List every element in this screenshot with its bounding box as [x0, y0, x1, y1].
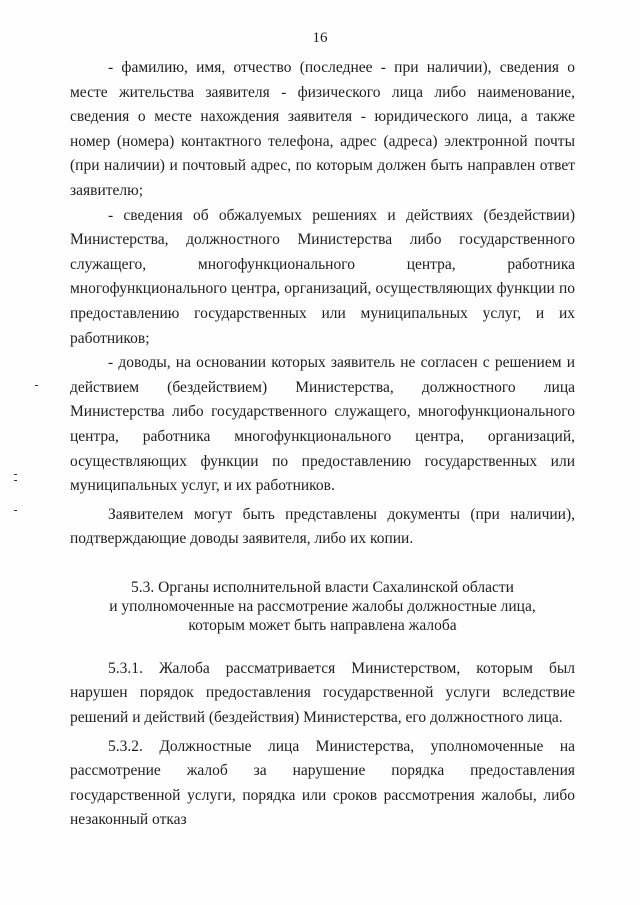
scan-speck: [14, 480, 17, 481]
section-heading-line: которым может быть направлена жалоба: [188, 616, 457, 634]
section-heading-line: и уполномоченные на рассмотрение жалобы должностные лица,: [109, 597, 536, 615]
paragraph-5-3-1: 5.3.1. Жалоба рассматривается Министерством, которым был нарушен порядок предоставления государственной услуги вследствие решений и действий (бездействия) Министерства, его должностного лица.: [70, 659, 575, 727]
page-number: 16: [312, 30, 328, 46]
paragraph-applicant-details: - фамилию, имя, отчество (последнее - при наличии), сведения о месте жительства заявителя - физического лица либо наименование, сведения о месте нахождения заявителя - юридического лица, а также номер (номера) контактного телефона, адрес (адреса) электронной почты (при наличии) и почтовый адрес, по которым должен быть направлен ответ заявителю;: [70, 59, 575, 199]
paragraph-appealed-decisions: - сведения об обжалуемых решениях и действиях (бездействии) Министерства, должностного Министерства либо государственного служащего, многофункционального центра, работника многофункционального центра, организаций, осуществляющих функции по предоставлению государственных или муниципальных услуг, и их работников;: [70, 206, 575, 347]
scan-speck: [35, 385, 38, 386]
paragraph-documents: Заявителем могут быть представлены документы (при наличии), подтверждающие доводы заявителя, либо их копии.: [70, 505, 575, 548]
paragraph-arguments: - доводы, на основании которых заявитель не согласен с решением и действием (бездействием) Министерства, должностного лица Министерства либо государственного служащего, многофункционального центра, работника многофункционального центра, организаций, осуществляющих функции по предоставлению государственных или муниципальных услуг, и их работников.: [70, 354, 575, 495]
paragraph-5-3-2: 5.3.2. Должностные лица Министерства, уполномоченные на рассмотрение жалоб за нарушение порядка предоставления государственной услуги, порядка или сроков рассмотрения жалобы, либо незаконный отказ: [70, 737, 575, 829]
scan-speck: [14, 510, 17, 511]
scan-speck: [14, 474, 17, 475]
document-body: [70, 56, 575, 833]
section-heading-line: 5.3. Органы исполнительной власти Сахалинской области: [131, 578, 514, 596]
section-heading: [70, 578, 575, 635]
